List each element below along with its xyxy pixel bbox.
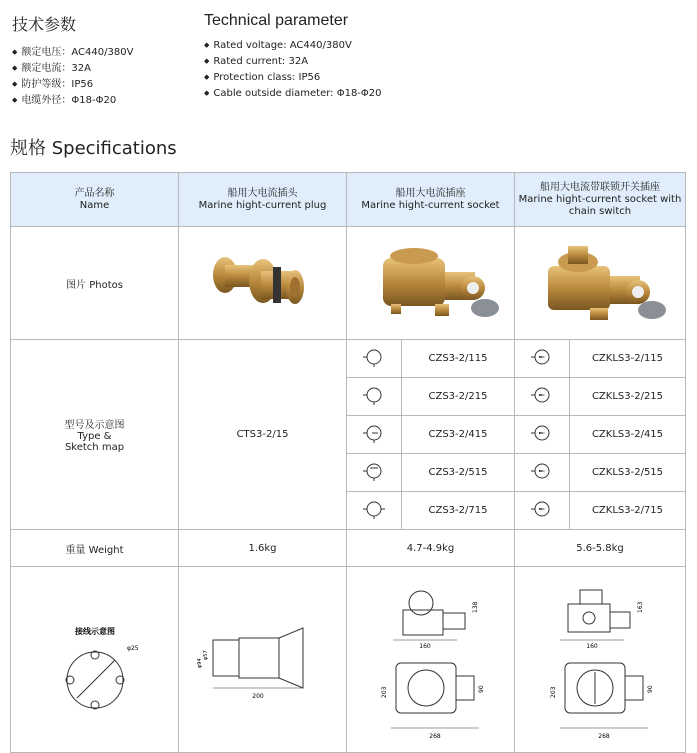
switch-dim-side: 203 (550, 686, 557, 698)
wiring-sketch (11, 567, 179, 753)
param-en-protection: ◆ Protection class: IP56 (204, 70, 504, 86)
socket-symbol-icon (347, 416, 402, 454)
switch-models-cell (515, 340, 686, 530)
header-name-en: Name (79, 199, 110, 211)
header-switch-cn: 船用大电流带联锁开关插座 (540, 181, 660, 193)
table-header-row (11, 173, 686, 227)
header-switch-en: Marine hight-current socket with chain switch (518, 193, 682, 217)
list-item (515, 378, 685, 416)
socket-dim-width: 160 (418, 643, 431, 650)
switch-symbol-icon (515, 492, 570, 530)
socket-model: CZS3-2/115 (402, 340, 515, 378)
wiring-diagram (15, 568, 175, 748)
photos-row (11, 227, 686, 340)
socket-model: CZS3-2/515 (402, 454, 515, 492)
header-socket (347, 173, 515, 227)
specifications-title: 规格 Specifications (10, 138, 177, 159)
switch-dim-height: 163 (637, 601, 644, 613)
specifications-table (10, 172, 686, 753)
plug-weight: 1.6kg (179, 530, 347, 567)
param-en-cable: ◆ Cable outside diameter: Φ18-Φ20 (204, 86, 504, 102)
plug-photo (179, 227, 347, 340)
list-item (515, 340, 685, 378)
type-label-cn: 型号及示意图 (64, 420, 125, 431)
param-cn-voltage: ◆ 额定电压：AC440/380V (12, 45, 197, 61)
header-socket-en: Marine hight-current socket (361, 199, 500, 211)
technical-parameters-cn (12, 12, 197, 109)
header-switch-socket (515, 173, 686, 227)
switch-symbol-icon (515, 454, 570, 492)
list-item (515, 454, 685, 492)
params-en-title: Technical parameter (204, 12, 349, 29)
socket-weight: 4.7-4.9kg (347, 530, 515, 567)
param-en-current: ◆ Rated current: 32A (204, 54, 504, 70)
switch-symbol-icon (515, 340, 570, 378)
socket-sketch (347, 567, 515, 753)
wiring-dim: φ25 (126, 645, 139, 652)
switch-symbol-icon (515, 416, 570, 454)
param-cn-cable: ◆ 电缆外径：Φ18-Φ20 (12, 93, 197, 109)
plug-dim-length: 200 (251, 693, 264, 700)
list-item (347, 454, 514, 492)
socket-models-cell (347, 340, 515, 530)
params-cn-list (12, 45, 197, 109)
switch-weight: 5.6-5.8kg (515, 530, 686, 567)
list-item (347, 492, 514, 530)
socket-dim-height: 138 (471, 601, 479, 613)
technical-parameters-en (204, 12, 504, 102)
switch-dim-depth: 90 (647, 685, 654, 693)
socket-photo-image (361, 236, 501, 331)
switch-socket-photo (515, 227, 686, 340)
switch-model: CZKLS3-2/715 (591, 505, 664, 516)
list-item (515, 492, 685, 530)
weight-label: 重量 Weight (11, 530, 179, 567)
plug-photo-image (203, 243, 323, 323)
params-en-list (204, 38, 504, 102)
sketch-row (11, 567, 686, 753)
plug-dim-d2: φ94 (196, 658, 203, 668)
photos-label: 图片 Photos (11, 227, 179, 340)
list-item (347, 416, 514, 454)
switch-dim-width: 160 (586, 643, 598, 650)
header-name-cn: 产品名称 (74, 187, 115, 199)
list-item (515, 416, 685, 454)
socket-photo (347, 227, 515, 340)
plug-drawing (183, 568, 343, 748)
socket-model: CZS3-2/415 (402, 416, 515, 454)
switch-model: CZKLS3-2/415 (570, 416, 686, 454)
wiring-label: 接线示意图 (74, 627, 115, 636)
plug-sketch (179, 567, 347, 753)
socket-dim-side: 203 (380, 686, 388, 698)
type-row (11, 340, 686, 530)
param-en-voltage: ◆ Rated voltage: AC440/380V (204, 38, 504, 54)
switch-model: CZKLS3-2/115 (570, 340, 686, 378)
socket-model: CZS3-2/215 (402, 378, 515, 416)
switch-sketch (515, 567, 686, 753)
socket-symbol-icon (347, 340, 402, 378)
weight-row (11, 530, 686, 567)
header-plug-en: Marine hight-current plug (198, 199, 327, 211)
header-socket-cn: 船用大电流插座 (395, 187, 466, 199)
socket-drawing (351, 568, 511, 748)
socket-dim-depth: 90 (477, 685, 485, 693)
switch-model: CZKLS3-2/515 (570, 454, 686, 492)
plug-model: CTS3-2/15 (179, 340, 347, 530)
switch-symbol-icon (515, 378, 570, 416)
type-label-en1: Type & (77, 431, 112, 442)
switch-drawing (520, 568, 680, 748)
switch-model: CZKLS3-2/215 (570, 378, 686, 416)
type-label-en2: Sketch map (64, 442, 125, 453)
param-cn-current: ◆ 额定电流：32A (12, 61, 197, 77)
switch-socket-photo-image (530, 236, 670, 331)
list-item (347, 340, 514, 378)
params-cn-title: 技术参数 (12, 15, 77, 34)
socket-dim-total: 268 (428, 733, 441, 740)
socket-models (347, 340, 514, 529)
list-item (347, 378, 514, 416)
socket-model: CZS3-2/715 (428, 505, 488, 516)
header-plug-cn: 船用大电流插头 (227, 187, 298, 199)
switch-models (515, 340, 685, 529)
header-plug (179, 173, 347, 227)
header-name (11, 173, 179, 227)
type-label (11, 340, 179, 530)
socket-symbol-icon (347, 378, 402, 416)
plug-dim-d1: φ57 (202, 650, 209, 660)
switch-dim-total: 268 (598, 733, 610, 740)
param-cn-protection: ◆ 防护等级：IP56 (12, 77, 197, 93)
socket-symbol-icon (347, 492, 402, 530)
socket-symbol-icon (347, 454, 402, 492)
